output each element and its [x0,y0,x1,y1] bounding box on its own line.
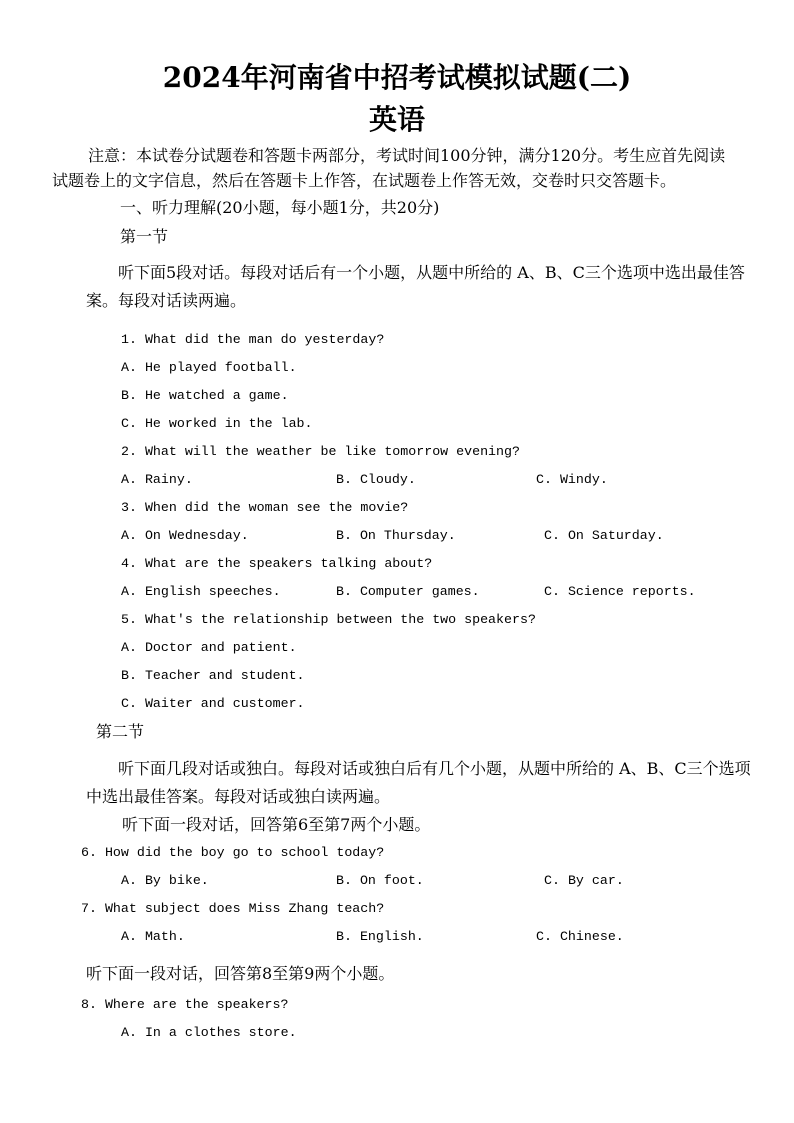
option: C. Chinese. [536,929,624,944]
option: C. On Saturday. [544,528,664,543]
question-stem: 5. What's the relationship between the two speakers? [121,612,536,627]
group-intro: 听下面一段对话，回答第6至第7两个小题。 [122,815,431,834]
part-heading: 一、听力理解(20小题，每小题1分，共20分) [120,198,440,217]
question-stem: 6. How did the boy go to school today? [81,845,385,860]
option: A. Doctor and patient. [121,640,297,655]
instruction-line: 案。每段对话读两遍。 [86,291,247,310]
option: C. By car. [544,873,624,888]
option: A. Rainy. [121,472,193,487]
question-stem: 8. Where are the speakers? [81,997,289,1012]
option: C. He worked in the lab. [121,416,313,431]
option: B. He watched a game. [121,388,289,403]
option: C. Science reports. [544,584,696,599]
subject-title: 英语 [368,103,425,136]
option: B. On foot. [336,873,424,888]
instruction-line: 中选出最佳答案。每段对话或独白读两遍。 [86,787,391,806]
instruction-line: 听下面几段对话或独白。每段对话或独白后有几个小题，从题中所给的 A、B、C三个选项 [118,759,751,778]
option: A. Math. [121,929,185,944]
question-stem: 1. What did the man do yesterday? [121,332,385,347]
instruction-line: 听下面5段对话。每段对话后有一个小题，从题中所给的 A、B、C三个选项中选出最佳答 [118,263,745,282]
section-label: 第一节 [120,227,169,246]
option: A. In a clothes store. [121,1025,297,1040]
option: C. Waiter and customer. [121,696,305,711]
section-label: 第二节 [96,722,145,741]
notice-line: 试题卷上的文字信息，然后在答题卡上作答，在试题卷上作答无效，交卷时只交答题卡。 [52,171,677,190]
option: A. By bike. [121,873,209,888]
question-stem: 3. When did the woman see the movie? [121,500,409,515]
option: B. English. [336,929,424,944]
question-stem: 4. What are the speakers talking about? [121,556,433,571]
option: A. He played football. [121,360,297,375]
option: B. Teacher and student. [121,668,305,683]
option: A. On Wednesday. [121,528,249,543]
question-stem: 2. What will the weather be like tomorrow evening? [121,444,520,459]
option: B. Computer games. [336,584,480,599]
group-intro: 听下面一段对话，回答第8至第9两个小题。 [86,964,395,983]
option: B. On Thursday. [336,528,456,543]
exam-title: 2024年河南省中招考试模拟试题(二) [162,61,632,94]
notice-line: 注意：本试卷分试题卷和答题卡两部分，考试时间100分钟，满分120分。考生应首先阅读 [88,146,726,165]
option: C. Windy. [536,472,608,487]
option: B. Cloudy. [336,472,416,487]
question-stem: 7. What subject does Miss Zhang teach? [81,901,385,916]
option: A. English speeches. [121,584,281,599]
